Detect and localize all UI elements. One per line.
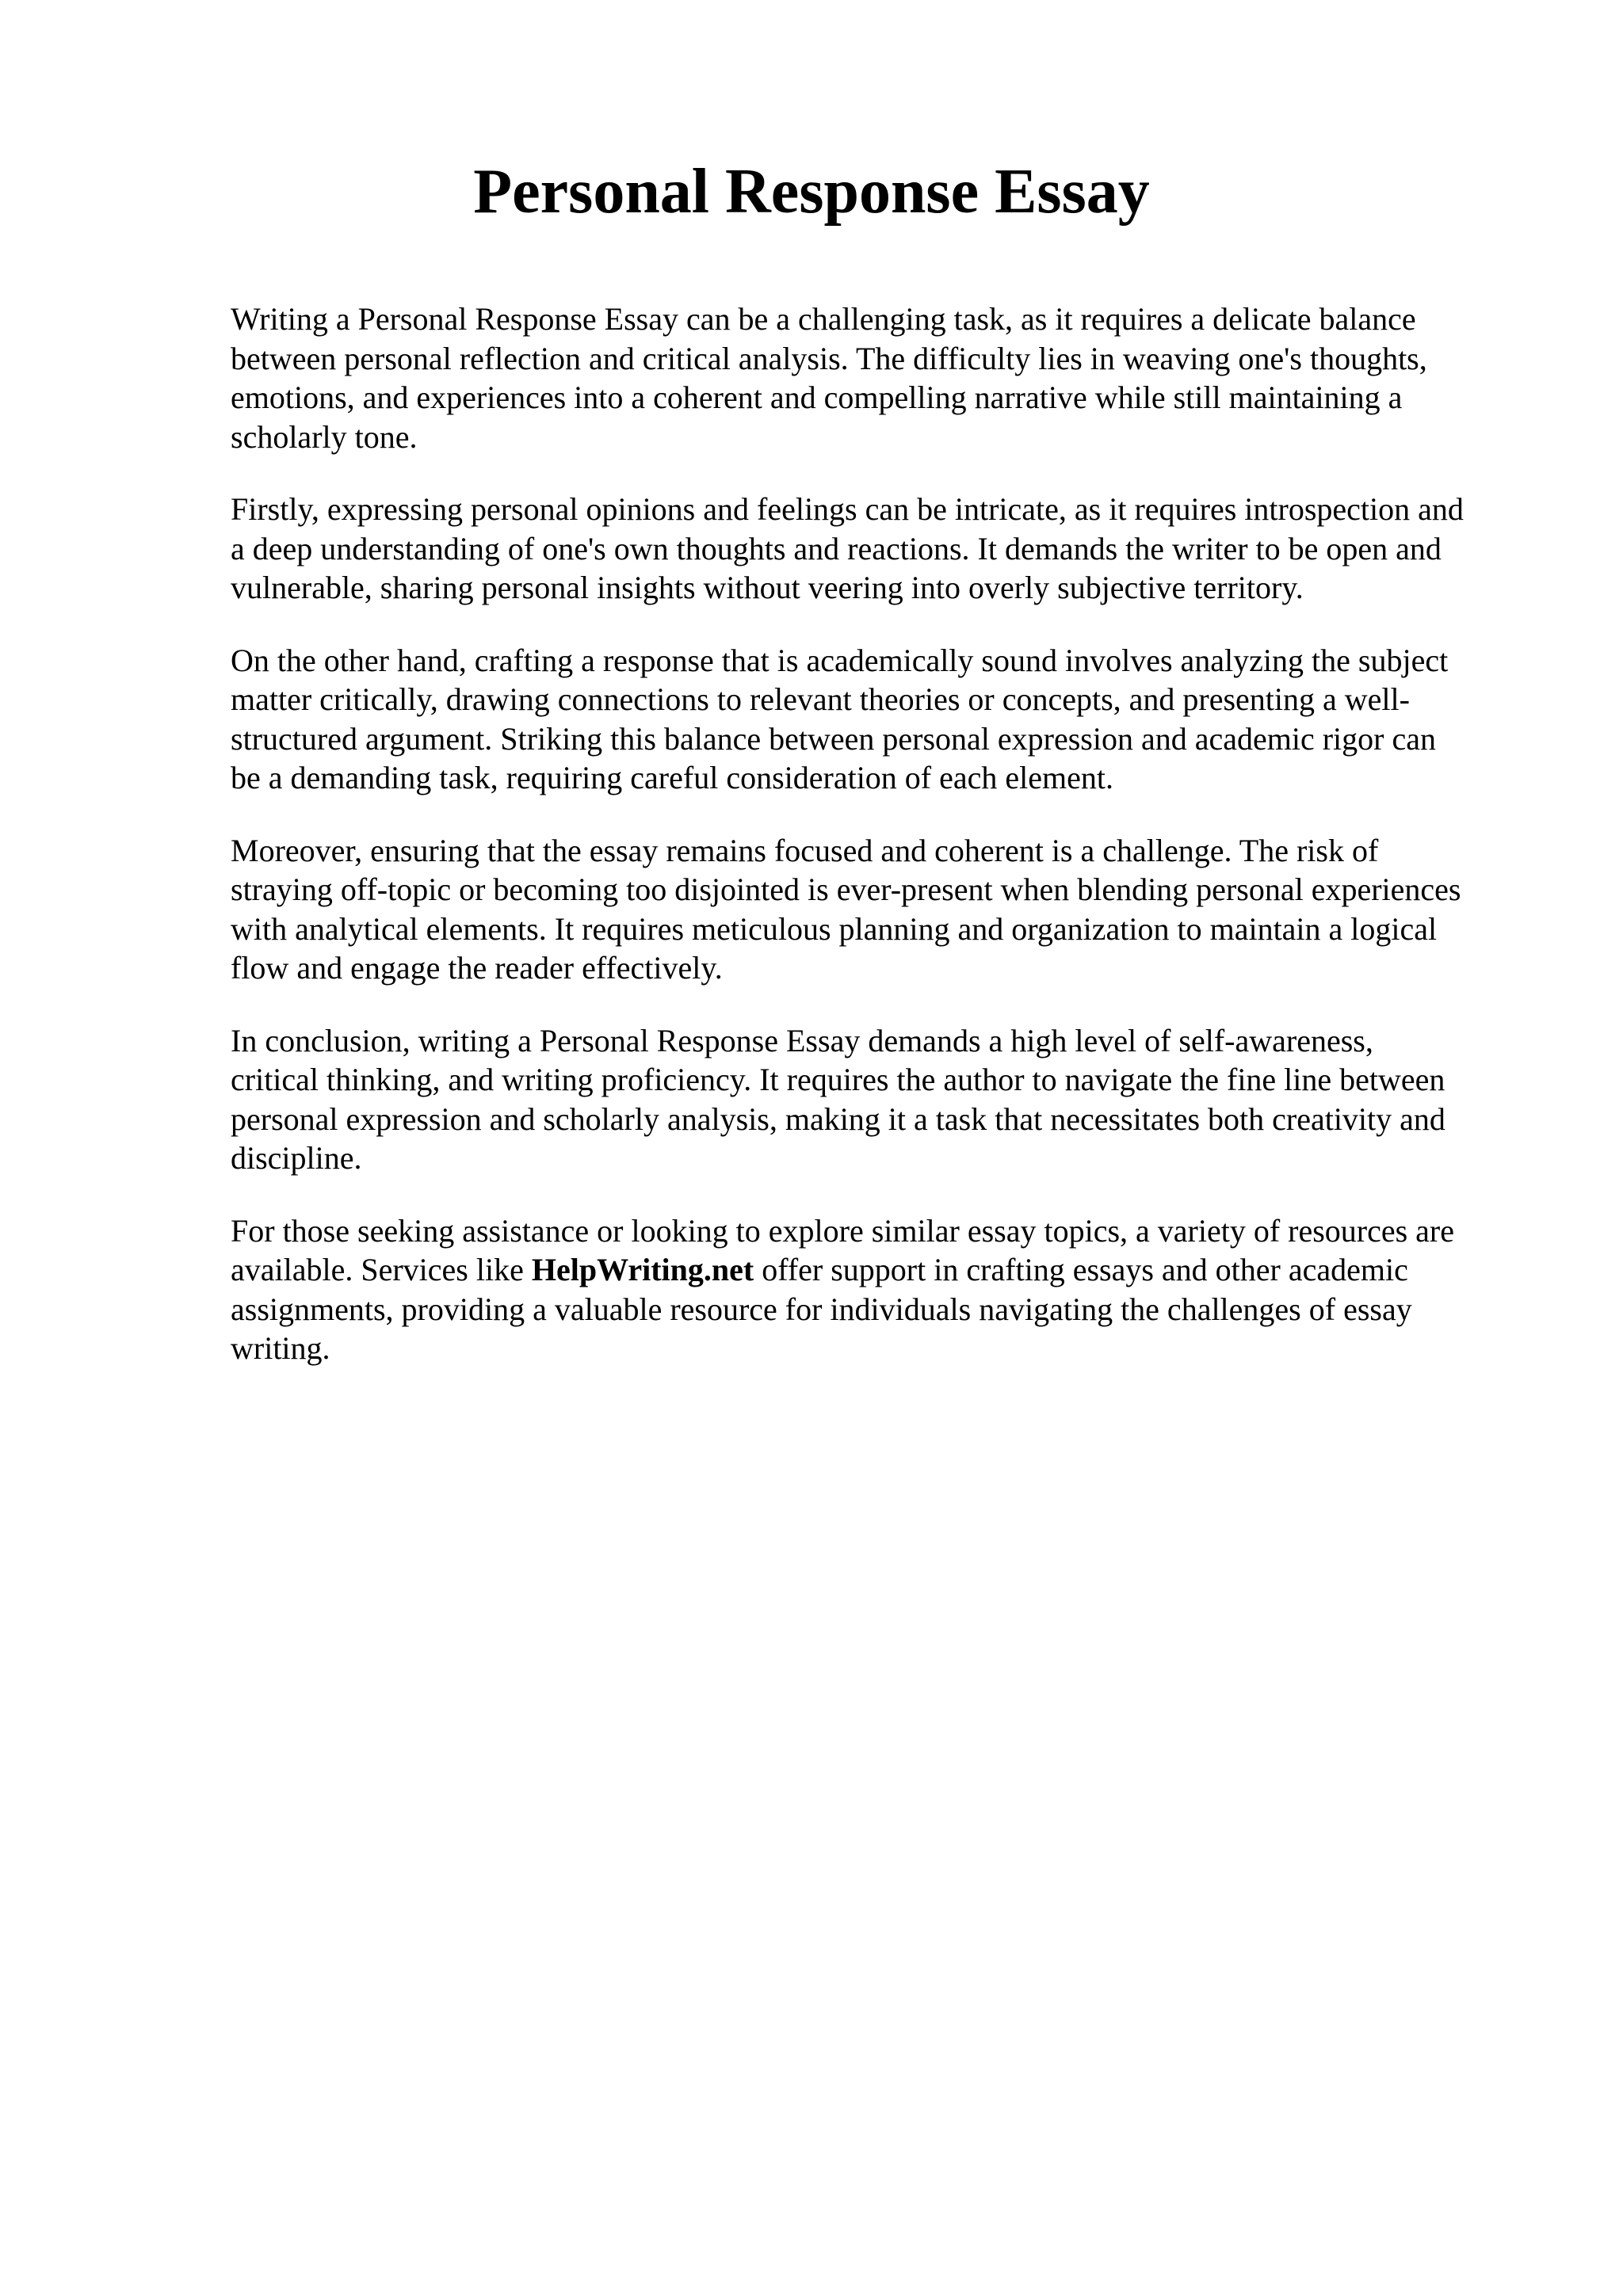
paragraph-5 — [231, 1021, 1514, 1178]
text-line: discipline. — [231, 1140, 362, 1176]
text-line: vulnerable, sharing personal insights without veering into overly subjective territory. — [231, 570, 1304, 605]
text-line: Moreover, ensuring that the essay remains focused and coherent is a challenge. The risk of — [231, 832, 1379, 868]
text-line: assignments, providing a valuable resource for individuals navigating the challenges of essay — [231, 1291, 1412, 1327]
text-line: writing. — [231, 1330, 330, 1366]
text-segment: available. Services like — [231, 1252, 532, 1287]
text-line: be a demanding task, requiring careful consideration of each element. — [231, 760, 1113, 795]
text-line: a deep understanding of one's own thoughts and reactions. It demands the writer to be open and — [231, 530, 1442, 566]
text-line: critical thinking, and writing proficiency. It requires the author to navigate the fine line between — [231, 1062, 1445, 1097]
paragraph-2 — [231, 490, 1514, 608]
text-line: In conclusion, writing a Personal Response Essay demands a high level of self-awareness, — [231, 1022, 1373, 1058]
document-body — [231, 299, 1514, 1402]
text-line: scholarly tone. — [231, 418, 418, 455]
text-line: matter critically, drawing connections to relevant theories or concepts, and presenting a well- — [231, 681, 1410, 717]
paragraph-4 — [231, 831, 1514, 988]
text-line: personal expression and scholarly analysis, making it a task that necessitates both creativity and — [231, 1100, 1445, 1137]
brand-name: HelpWriting.net — [531, 1252, 754, 1287]
text-line: Firstly, expressing personal opinions and feelings can be intricate, as it requires introspection and — [231, 491, 1464, 527]
text-line: emotions, and experiences into a coherent and compelling narrative while still maintaining a — [231, 379, 1403, 415]
text-segment: offer support in crafting essays and other academic — [754, 1252, 1408, 1287]
paragraph-3 — [231, 641, 1514, 798]
text-line: flow and engage the reader effectively. — [231, 950, 723, 986]
text-line: straying off-topic or becoming too disjointed is ever-present when blending personal experiences — [231, 871, 1461, 907]
text-line: For those seeking assistance or looking to explore similar essay topics, a variety of resources are — [231, 1212, 1455, 1249]
text-line — [231, 1250, 1514, 1290]
text-line: with analytical elements. It requires meticulous planning and organization to maintain a logical — [231, 910, 1438, 947]
text-line: On the other hand, crafting a response that is academically sound involves analyzing the subject — [231, 642, 1449, 678]
text-line: Writing a Personal Response Essay can be a challenging task, as it requires a delicate balance — [231, 301, 1416, 337]
paragraph-6 — [231, 1211, 1514, 1368]
paragraph-1 — [231, 299, 1514, 456]
text-line: structured argument. Striking this balance between personal expression and academic rigor can — [231, 720, 1436, 757]
text-line: between personal reflection and critical analysis. The difficulty lies in weaving one's thoughts, — [231, 340, 1427, 376]
document-title: Personal Response Essay — [473, 157, 1150, 227]
